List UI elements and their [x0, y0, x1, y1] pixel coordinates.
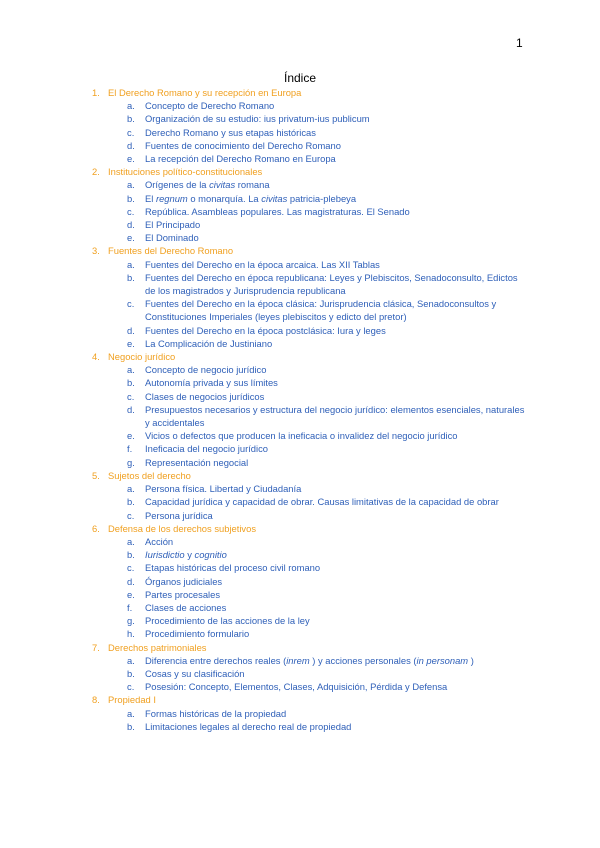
toc-subsection	[0, 324, 600, 337]
toc-section-title: Derechos patrimoniales	[108, 641, 207, 653]
toc-subsection-list	[0, 654, 600, 694]
toc-subsection-letter: e.	[127, 337, 135, 349]
toc-subsection-text: Limitaciones legales al derecho real de propiedad	[145, 720, 352, 732]
toc-section	[0, 165, 600, 244]
toc-subsection-letter: e.	[127, 232, 135, 244]
toc-subsection-text: Concepto de Derecho Romano	[145, 100, 275, 112]
toc-section-heading	[0, 165, 600, 178]
toc-subsection-letter: a.	[127, 535, 135, 547]
toc-subsection-list	[0, 178, 600, 244]
toc-subsection-letter: b.	[127, 192, 135, 204]
toc-subsection-letter: c.	[127, 562, 135, 574]
toc-subsection-text: La recepción del Derecho Romano en Europa	[145, 153, 336, 165]
toc-subsection-list	[0, 535, 600, 641]
toc-subsection-letter: f.	[127, 601, 133, 613]
toc-subsection	[0, 654, 600, 667]
toc-subsection-text: Procedimiento formulario	[145, 628, 250, 640]
toc-subsection	[0, 258, 600, 271]
toc-section-title: Sujetos del derecho	[108, 469, 191, 481]
toc-section	[0, 86, 600, 165]
toc-subsection-text: Fuentes del Derecho en época republicana: Leyes y Plebiscitos, Senadoconsulto, Edictos de los magistrados y Jurisprudencia republicana	[145, 271, 518, 297]
toc-subsection	[0, 218, 600, 231]
toc-subsection-letter: a.	[127, 100, 135, 112]
toc-subsection-list	[0, 258, 600, 350]
toc-subsection-letter: c.	[127, 681, 135, 693]
toc-section-heading	[0, 350, 600, 363]
toc-subsection-letter: c.	[127, 298, 135, 310]
toc-section	[0, 350, 600, 469]
toc-section-heading	[0, 244, 600, 257]
toc-section-heading	[0, 641, 600, 654]
toc-subsection-text: El Principado	[145, 219, 201, 231]
toc-subsection-letter: e.	[127, 153, 135, 165]
toc-subsection-letter: g.	[127, 456, 135, 468]
toc-subsection	[0, 126, 600, 139]
toc-subsection-text: Formas históricas de la propiedad	[145, 707, 287, 719]
toc-subsection	[0, 720, 600, 733]
toc-subsection-text: Procedimiento de las acciones de la ley	[145, 615, 310, 627]
toc-subsection-text: Iurisdictio y cognitio	[145, 549, 227, 561]
toc-subsection	[0, 429, 600, 442]
toc-section-number: 8.	[92, 694, 100, 706]
toc-subsection	[0, 178, 600, 191]
toc-section-title: Negocio jurídico	[108, 351, 176, 363]
toc-subsection	[0, 588, 600, 601]
toc-subsection-text: Etapas históricas del proceso civil romano	[145, 562, 321, 574]
toc-subsection	[0, 376, 600, 389]
toc-section-title: El Derecho Romano y su recepción en Europa	[108, 87, 302, 98]
toc-subsection-text: Clases de acciones	[145, 601, 227, 613]
toc-section-title: Defensa de los derechos subjetivos	[108, 522, 257, 534]
toc-subsection-letter: c.	[127, 205, 135, 217]
toc-subsection-text: Organización de su estudio: ius privatum-ius publicum	[145, 113, 370, 125]
toc-subsection-letter: d.	[127, 403, 135, 415]
toc-subsection-text: El Dominado	[145, 232, 199, 244]
toc-subsection-text: La Complicación de Justiniano	[145, 337, 273, 349]
toc-subsection-text: Orígenes de la civitas romana	[145, 179, 270, 191]
toc-section-heading	[0, 522, 600, 535]
toc-subsection-text: Clases de negocios jurídicos	[145, 390, 265, 402]
toc-subsection-text: Representación negocial	[145, 456, 249, 468]
toc-section-heading	[0, 469, 600, 482]
toc-subsection-text: El regnum o monarquía. La civitas patricia-plebeya	[145, 192, 357, 204]
toc-subsection-letter: d.	[127, 324, 135, 336]
toc-subsection-letter: b.	[127, 549, 135, 561]
toc-subsection-text: Persona física. Libertad y Ciudadanía	[145, 483, 302, 495]
toc-subsection	[0, 139, 600, 152]
toc-subsection-letter: d.	[127, 139, 135, 151]
toc-section	[0, 522, 600, 641]
toc-section	[0, 641, 600, 694]
toc-section	[0, 244, 600, 350]
toc-subsection-letter: g.	[127, 615, 135, 627]
toc-subsection	[0, 337, 600, 350]
toc-subsection	[0, 667, 600, 680]
toc-subsection	[0, 297, 600, 323]
toc-subsection	[0, 495, 600, 508]
toc-subsection-letter: c.	[127, 126, 135, 138]
page-title: Índice	[283, 71, 317, 85]
toc-subsection-letter: d.	[127, 575, 135, 587]
toc-subsection-text: Ineficacia del negocio jurídico	[145, 443, 268, 455]
toc-subsection	[0, 535, 600, 548]
toc-subsection-text: Vicios o defectos que producen la ineficacia o invalidez del negocio jurídico	[145, 430, 458, 442]
toc-subsection	[0, 561, 600, 574]
toc-subsection-letter: b.	[127, 667, 135, 679]
toc-subsection	[0, 152, 600, 165]
toc-subsection-text: Fuentes del Derecho en la época postclásica: Iura y leges	[145, 324, 386, 336]
toc-subsection-letter: a.	[127, 179, 135, 191]
toc-subsection-text: Acción	[145, 535, 174, 547]
toc-subsection	[0, 271, 600, 297]
toc-subsection	[0, 627, 600, 640]
toc-section-number: 6.	[92, 522, 100, 534]
toc-subsection	[0, 548, 600, 561]
toc-subsection-letter: a.	[127, 483, 135, 495]
toc-subsection-text: Fuentes de conocimiento del Derecho Romano	[145, 139, 341, 151]
toc-subsection-list	[0, 99, 600, 165]
toc-subsection	[0, 509, 600, 522]
toc-subsection	[0, 390, 600, 403]
toc-section-number: 3.	[92, 245, 100, 257]
toc-subsection	[0, 442, 600, 455]
toc-subsection-letter: a.	[127, 654, 135, 666]
toc-subsection-text: Derecho Romano y sus etapas históricas	[145, 126, 316, 138]
toc-section-number: 4.	[92, 351, 100, 363]
toc-subsection-letter: e.	[127, 430, 135, 442]
toc-subsection-letter: h.	[127, 628, 135, 640]
toc-subsection-letter: e.	[127, 588, 135, 600]
toc-subsection	[0, 456, 600, 469]
toc-subsection-text: Capacidad jurídica y capacidad de obrar. Causas limitativas de la capacidad de obrar	[145, 496, 499, 508]
toc-subsection-letter: a.	[127, 258, 135, 270]
toc-section	[0, 693, 600, 733]
toc-subsection	[0, 403, 600, 429]
toc-subsection-text: Diferencia entre derechos reales (inrem ) y acciones personales (in personam )	[145, 654, 474, 666]
toc-section-number: 5.	[92, 469, 100, 481]
toc-subsection	[0, 601, 600, 614]
toc-subsection-text: Cosas y su clasificación	[145, 667, 245, 679]
toc-subsection-letter: a.	[127, 707, 135, 719]
toc-section-heading	[0, 693, 600, 706]
toc-section-heading	[0, 86, 600, 99]
toc-subsection-text: Concepto de negocio jurídico	[145, 364, 267, 376]
toc-subsection-text: Persona jurídica	[145, 509, 213, 521]
toc-section-number: 7.	[92, 641, 100, 653]
toc-subsection-letter: d.	[127, 219, 135, 231]
toc-section	[0, 469, 600, 522]
toc-subsection-text: República. Asambleas populares. Las magistraturas. El Senado	[145, 205, 410, 217]
toc-subsection	[0, 680, 600, 693]
table-of-contents	[0, 86, 600, 733]
toc-subsection-text: Órganos judiciales	[145, 575, 223, 587]
toc-subsection-text: Partes procesales	[145, 588, 221, 600]
toc-subsection	[0, 192, 600, 205]
toc-subsection-list	[0, 707, 600, 733]
toc-subsection-text: Presupuestos necesarios y estructura del negocio jurídico: elementos esenciales, naturales y accidentales	[145, 403, 525, 429]
toc-subsection-letter: a.	[127, 364, 135, 376]
toc-subsection-letter: c.	[127, 509, 135, 521]
toc-subsection-text: Fuentes del Derecho en la época clásica: Jurisprudencia clásica, Senadoconsultos y Constituciones Imperiales (leyes plebiscitos y edicto del pretor)	[145, 298, 497, 323]
toc-subsection	[0, 482, 600, 495]
toc-subsection	[0, 112, 600, 125]
toc-subsection-letter: b.	[127, 113, 135, 125]
toc-subsection-letter: b.	[127, 377, 135, 389]
toc-section-title: Instituciones político-constitucionales	[108, 166, 263, 178]
page-number: 1	[516, 36, 523, 50]
toc-subsection-letter: b.	[127, 496, 135, 508]
toc-subsection-text: Autonomía privada y sus límites	[145, 377, 278, 389]
toc-section-number: 1.	[92, 87, 100, 98]
toc-subsection	[0, 707, 600, 720]
toc-subsection	[0, 205, 600, 218]
toc-section-title: Fuentes del Derecho Romano	[108, 245, 234, 257]
toc-subsection	[0, 231, 600, 244]
toc-subsection-text: Posesión: Concepto, Elementos, Clases, Adquisición, Pérdida y Defensa	[145, 681, 448, 693]
toc-section-title: Propiedad I	[108, 694, 156, 706]
toc-subsection	[0, 99, 600, 112]
toc-subsection-letter: b.	[127, 271, 135, 283]
toc-subsection-text: Fuentes del Derecho en la época arcaica. Las XII Tablas	[145, 258, 380, 270]
toc-subsection	[0, 575, 600, 588]
toc-subsection-letter: c.	[127, 390, 135, 402]
toc-subsection-letter: b.	[127, 720, 135, 732]
toc-subsection-letter: f.	[127, 443, 133, 455]
toc-subsection-list	[0, 363, 600, 469]
toc-subsection	[0, 363, 600, 376]
toc-subsection	[0, 614, 600, 627]
toc-subsection-list	[0, 482, 600, 522]
toc-section-number: 2.	[92, 166, 100, 178]
